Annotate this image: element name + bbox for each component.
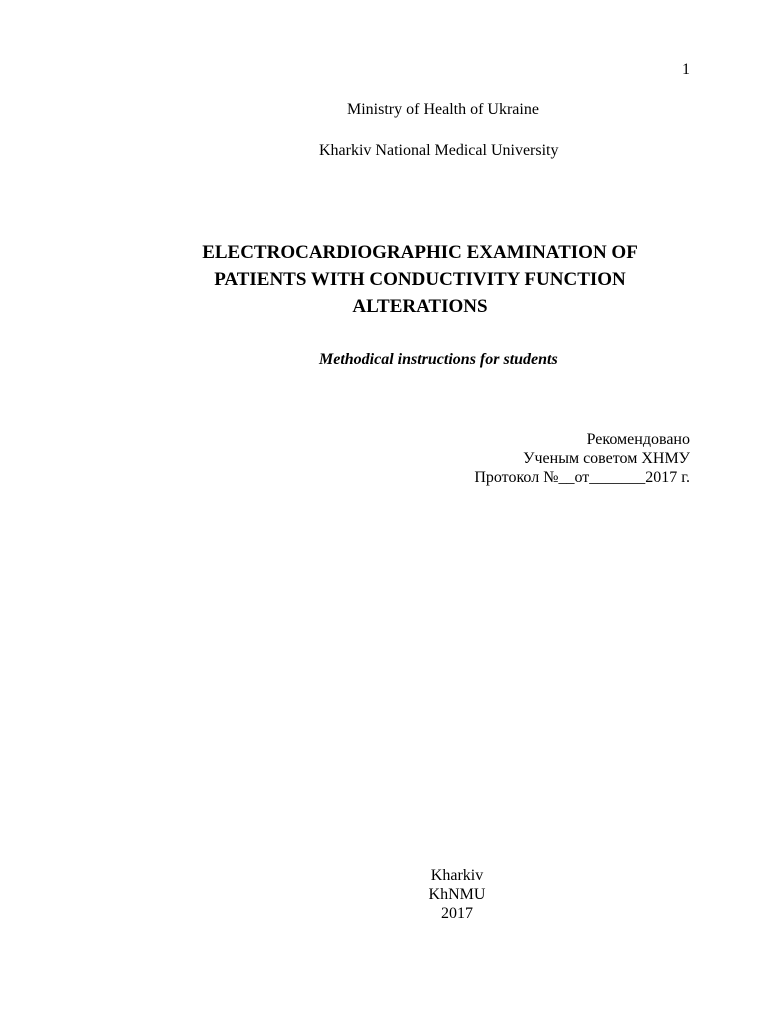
recommendation-line: Протокол №__от_______2017 г.: [474, 469, 690, 486]
recommendation-line: Ученым советом ХНМУ: [523, 450, 690, 467]
ministry-name: Ministry of Health of Ukraine: [347, 101, 539, 118]
recommendation-line: Рекомендовано: [586, 431, 690, 448]
title-line: ALTERATIONS: [352, 296, 488, 317]
university-name: Kharkiv National Medical University: [319, 142, 559, 159]
document-subtitle: Methodical instructions for students: [319, 351, 558, 368]
recommendation-block: [350, 430, 690, 487]
title-line: PATIENTS WITH CONDUCTIVITY FUNCTION: [214, 269, 626, 290]
title-line: ELECTROCARDIOGRAPHIC EXAMINATION OF: [202, 242, 638, 263]
document-title: [150, 239, 690, 320]
page-number: 1: [682, 61, 690, 78]
publication-info: [357, 866, 557, 923]
publisher: KhNMU: [428, 886, 486, 903]
publication-year: 2017: [441, 905, 473, 922]
publication-city: Kharkiv: [430, 867, 484, 884]
